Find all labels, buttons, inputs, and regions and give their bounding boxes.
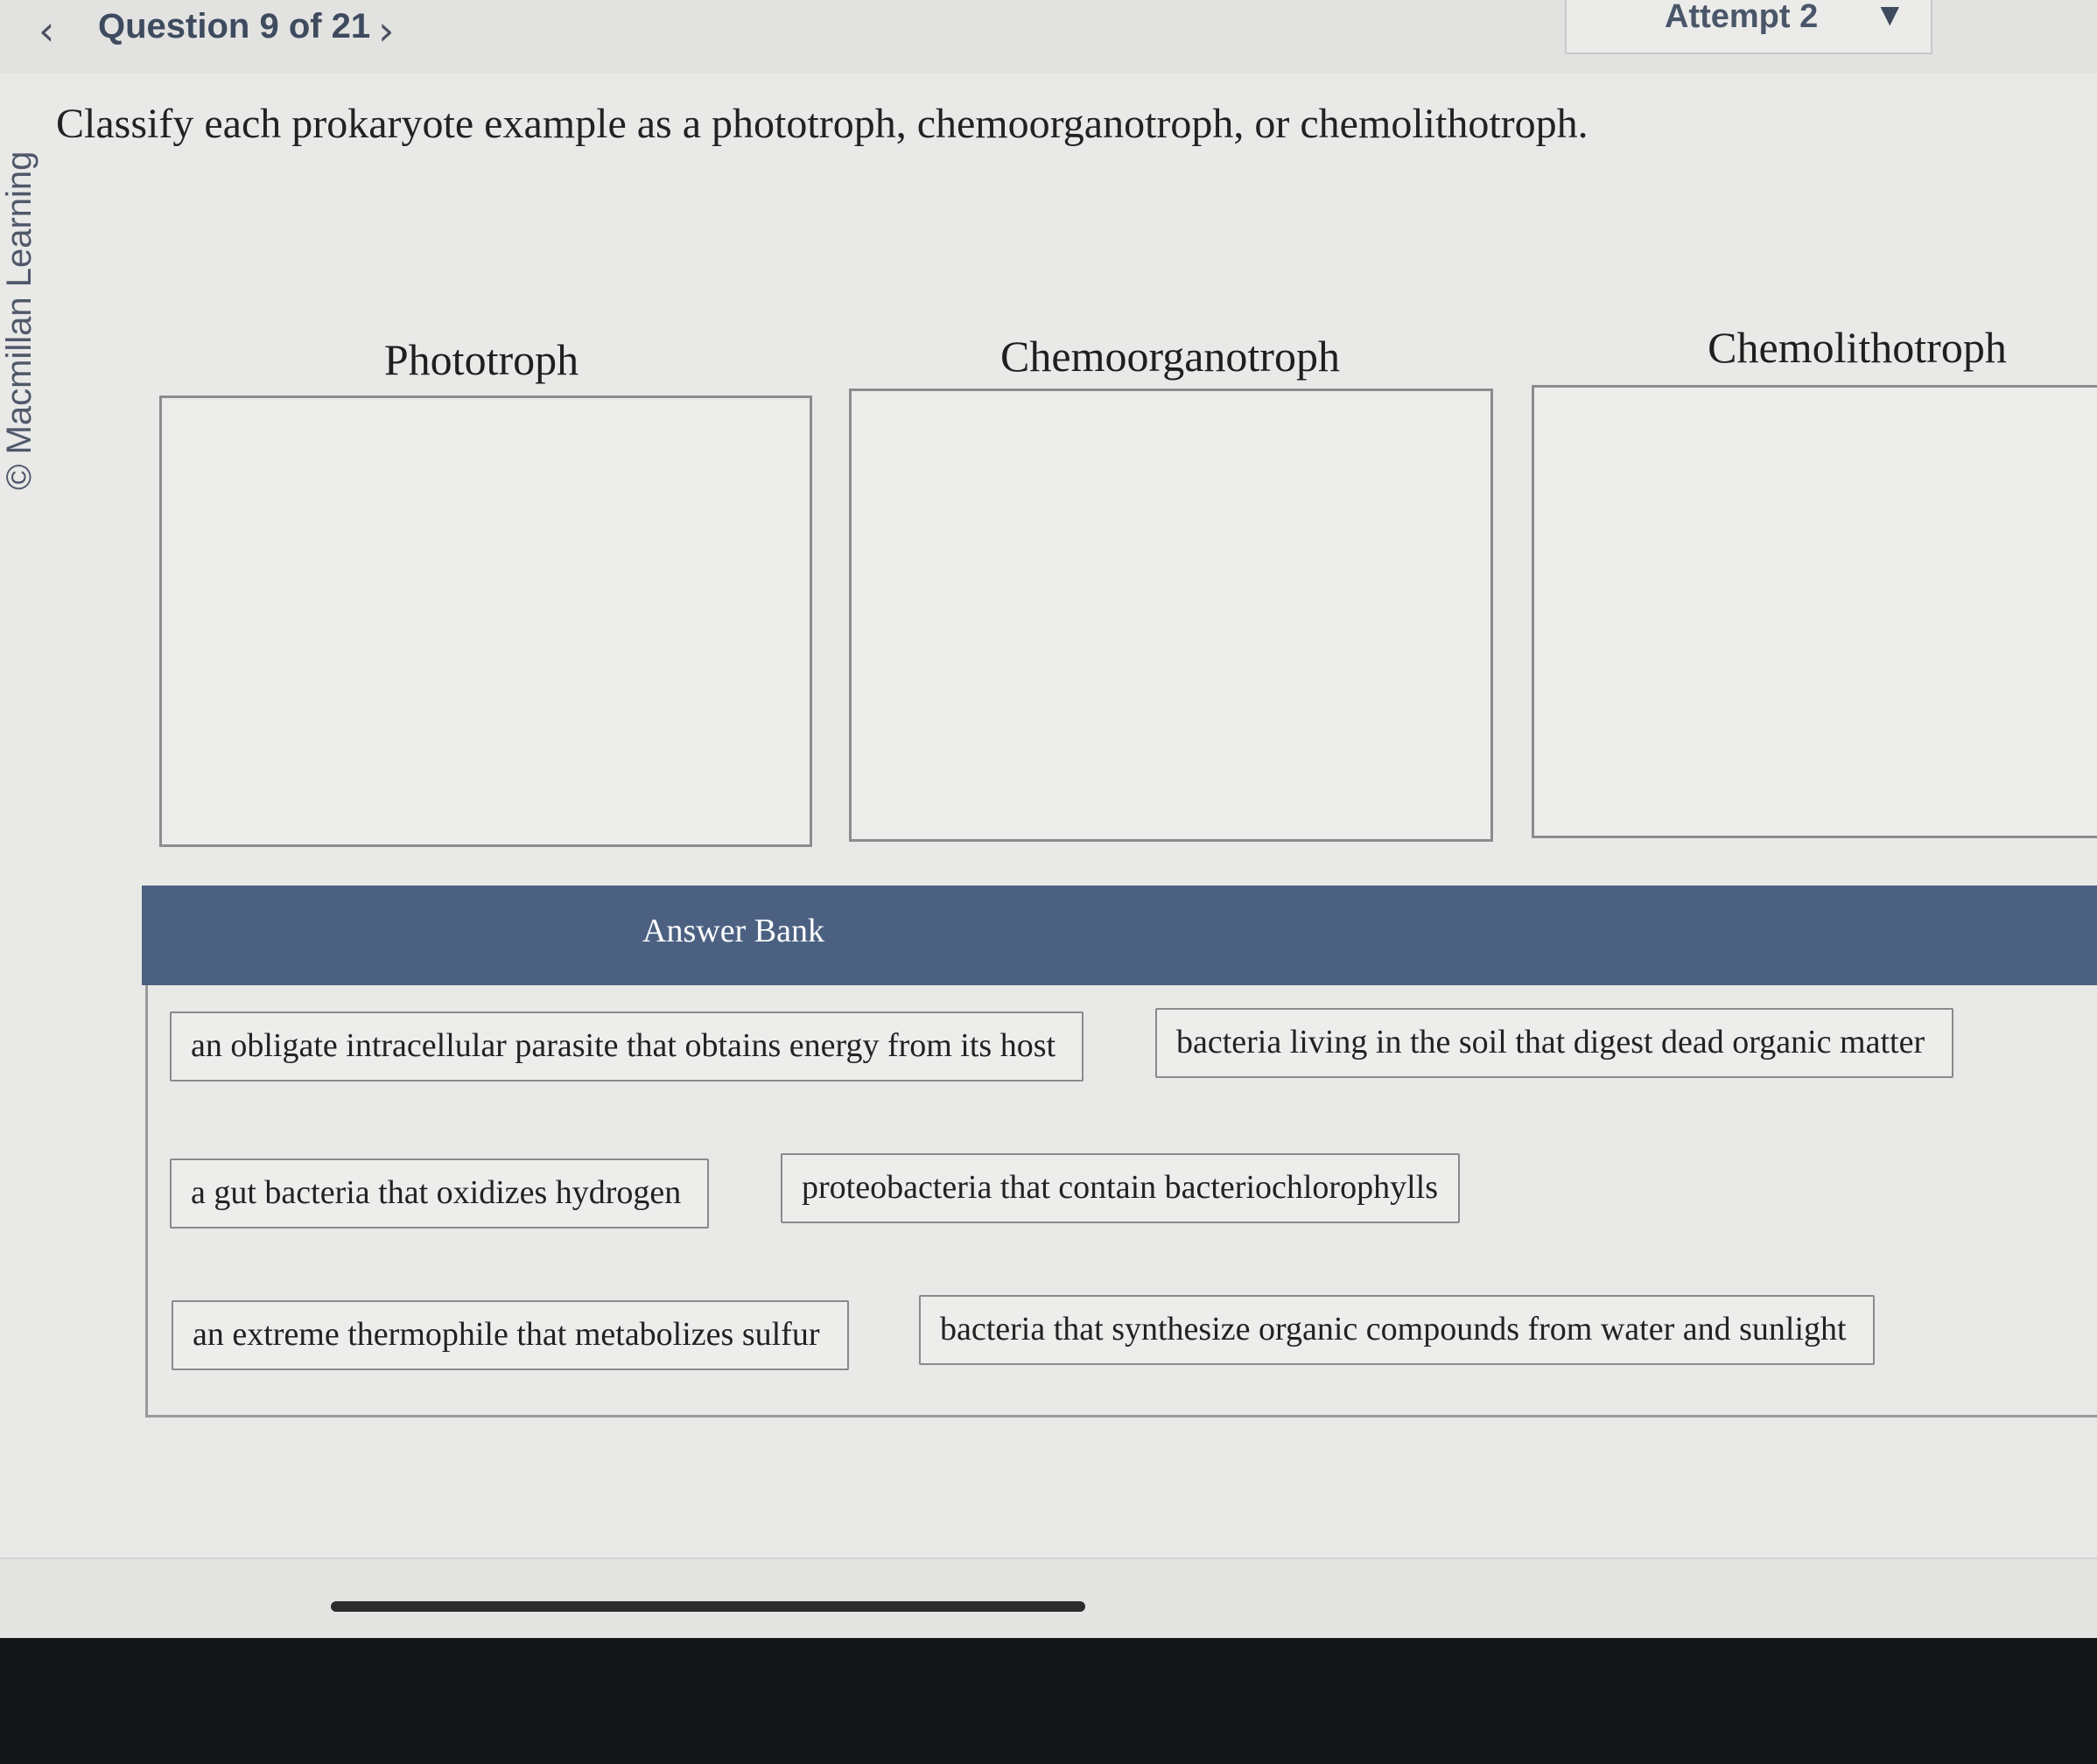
attempt-label: Attempt 2 [1665, 0, 1819, 35]
question-prompt: Classify each prokaryote example as a phototroph, chemoorganotroph, or chemolithotroph. [56, 101, 1589, 147]
drop-zone-chemoorganotroph[interactable] [849, 388, 1493, 842]
drop-zone-chemolithotroph[interactable] [1532, 385, 2097, 838]
copyright-credit: © Macmillan Learning [0, 150, 39, 490]
answer-chip[interactable]: bacteria that synthesize organic compounds from water and sunlight [919, 1295, 1875, 1365]
chevron-left-icon[interactable]: ‹ [39, 7, 55, 54]
question-nav-bar [0, 0, 2097, 74]
footer-strip [0, 1558, 2097, 1638]
answer-chip[interactable]: an obligate intracellular parasite that obtains energy from its host [170, 1012, 1084, 1082]
drop-zone-phototroph[interactable] [159, 396, 812, 847]
answer-chip[interactable]: a gut bacteria that oxidizes hydrogen [170, 1158, 709, 1228]
caret-down-icon: ▼ [1880, 0, 1899, 29]
attempt-dropdown[interactable] [1565, 0, 1932, 54]
answer-chip[interactable]: bacteria living in the soil that digest dead organic matter [1155, 1008, 1953, 1078]
category-label-chemoorganotroph: Chemoorganotroph [1000, 332, 1340, 381]
chevron-right-icon[interactable]: › [378, 7, 395, 54]
answer-chip[interactable]: proteobacteria that contain bacteriochlorophylls [781, 1153, 1460, 1223]
category-label-phototroph: Phototroph [383, 335, 579, 384]
answer-chip[interactable]: an extreme thermophile that metabolizes sulfur [172, 1300, 849, 1370]
question-counter: Question 9 of 21 [98, 7, 371, 46]
horizontal-scrollbar[interactable] [331, 1601, 1085, 1612]
answer-bank-header [142, 886, 2097, 985]
category-label-chemolithotroph: Chemolithotroph [1708, 323, 2007, 372]
answer-bank-title: Answer Bank [642, 913, 824, 949]
